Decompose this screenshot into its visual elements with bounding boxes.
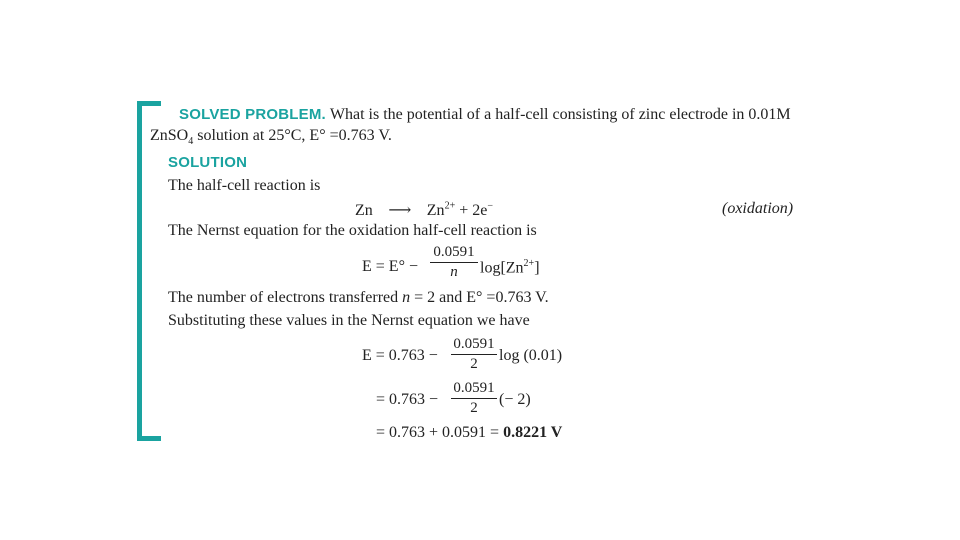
teal-bracket — [137, 101, 161, 441]
step1-fraction: 0.0591 2 — [451, 336, 497, 373]
oxidation-label: (oxidation) — [722, 200, 794, 217]
solution-heading: SOLUTION — [168, 154, 248, 171]
question-text: What is the potential of a half-cell consisting of zinc electrode in 0.01M — [329, 106, 791, 123]
nernst-fraction: 0.0591 n — [430, 244, 478, 281]
substituting-line: Substituting these values in the Nernst equation we have — [168, 312, 530, 329]
nernst-log-term: $\log[Zn^{2+}]$ — [480, 258, 540, 277]
nernst-intro-line: The Nernst equation for the oxidation half-cell reaction is — [168, 222, 537, 239]
nernst-lhs: E = E° − — [362, 258, 418, 275]
step2-rhs: (− 2) — [499, 391, 531, 408]
final-result: 0.8221 V — [503, 424, 563, 441]
reaction-equation: Zn ⟶ $Zn^{2+} + 2e^-$ — [355, 200, 493, 219]
solved-problem-heading: SOLVED PROBLEM. — [179, 106, 326, 123]
step2-fraction: 0.0591 2 — [451, 380, 497, 417]
problem-statement-line2: ZnSO$_4$ solution at 25°C, E° =0.763 V. — [150, 127, 392, 148]
step2-lhs: = 0.763 − — [376, 391, 439, 408]
step1-rhs: log (0.01) — [499, 347, 563, 364]
problem-statement-line1 — [179, 106, 791, 124]
step1-lhs: E = 0.763 − — [362, 347, 438, 364]
half-cell-line: The half-cell reaction is — [168, 177, 321, 194]
step3-line: = 0.763 + 0.0591 = 0.8221 V — [376, 424, 563, 441]
electrons-line: The number of electrons transferred n = 2 and E° =0.763 V. — [168, 289, 549, 306]
